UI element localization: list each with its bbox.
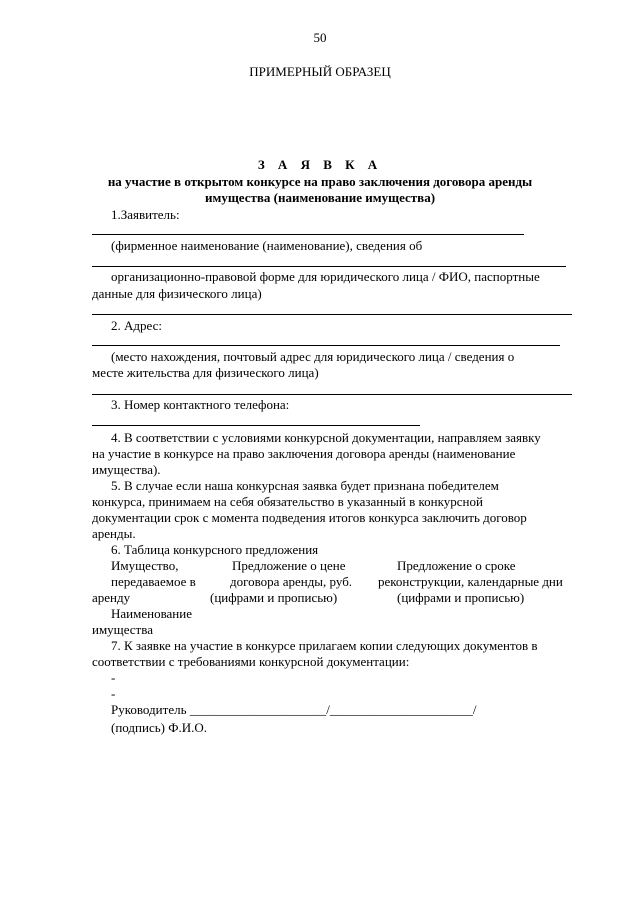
address-fill-line-2: [92, 394, 572, 395]
table-row-label-2: имущества: [92, 622, 153, 637]
table-col1-row3: аренду: [92, 590, 131, 605]
paragraph-7-line-1: 7. К заявке на участие в конкурсе прилагаем копии следующих документов в: [111, 638, 538, 653]
table-row-label-1: Наименование: [111, 606, 192, 621]
paragraph-4-line-3: имущества).: [92, 462, 161, 477]
paragraph-4-line-2: на участие в конкурсе на право заключения договора аренды (наименование: [92, 446, 516, 461]
applicant-fill-line-3: [92, 314, 572, 315]
page-number: 50: [313, 30, 327, 45]
table-col1-row1: Имущество,: [111, 558, 179, 573]
document-title: З А Я В К А: [257, 157, 383, 172]
paragraph-6: 6. Таблица конкурсного предложения: [111, 542, 319, 557]
table-col2-row1: Предложение о цене: [232, 558, 346, 573]
signature-hint: (подпись) Ф.И.О.: [111, 720, 208, 735]
applicant-hint-line-1: (фирменное наименование (наименование), сведения об: [111, 238, 423, 253]
paragraph-5-line-3: документации срок с момента подведения итогов конкурса заключить договор: [92, 510, 527, 525]
paragraph-4-line-1: 4. В соответствии с условиями конкурсной документации, направляем заявку: [111, 430, 541, 445]
table-col2-row3: (цифрами и прописью): [210, 590, 338, 605]
table-col3-row3: (цифрами и прописью): [397, 590, 525, 605]
document-subtitle-line-1: на участие в открытом конкурсе на право заключения договора аренды: [107, 174, 533, 189]
table-col3-row1: Предложение о сроке: [397, 558, 516, 573]
table-col1-row2: передаваемое в: [111, 574, 196, 589]
address-label: 2. Адрес:: [111, 318, 162, 333]
applicant-hint-line-2: организационно-правовой форме для юридического лица / ФИО, паспортные: [111, 269, 540, 284]
applicant-label: 1.Заявитель:: [111, 207, 180, 222]
paragraph-5-line-1: 5. В случае если наша конкурсная заявка будет признана победителем: [111, 478, 499, 493]
applicant-fill-line-2: [92, 266, 566, 267]
phone-fill-line: [92, 425, 420, 426]
document-subtitle-line-2: имущества (наименование имущества): [204, 190, 436, 205]
address-hint-line-1: (место нахождения, почтовый адрес для юридического лица / сведения о: [111, 349, 515, 364]
paragraph-5-line-2: конкурса, принимаем на себя обязательство в указанный в конкурсной: [92, 494, 483, 509]
table-col2-row2: договора аренды, руб.: [230, 574, 353, 589]
address-fill-line: [92, 345, 560, 346]
phone-label: 3. Номер контактного телефона:: [111, 397, 290, 412]
paragraph-5-line-4: аренды.: [92, 526, 136, 541]
table-col3-row2: реконструкции, календарные дни: [378, 574, 563, 589]
address-hint-line-2: месте жительства для физического лица): [92, 365, 319, 380]
signature-line: Руководитель _____________________/______________________/: [111, 702, 477, 717]
applicant-fill-line: [92, 234, 524, 235]
attachment-dash-2: -: [111, 686, 116, 701]
paragraph-7-line-2: соответствии с требованиями конкурсной документации:: [92, 654, 410, 669]
applicant-hint-line-3: данные для физического лица): [92, 286, 262, 301]
attachment-dash-1: -: [111, 670, 116, 685]
document-header: ПРИМЕРНЫЙ ОБРАЗЕЦ: [249, 64, 391, 79]
